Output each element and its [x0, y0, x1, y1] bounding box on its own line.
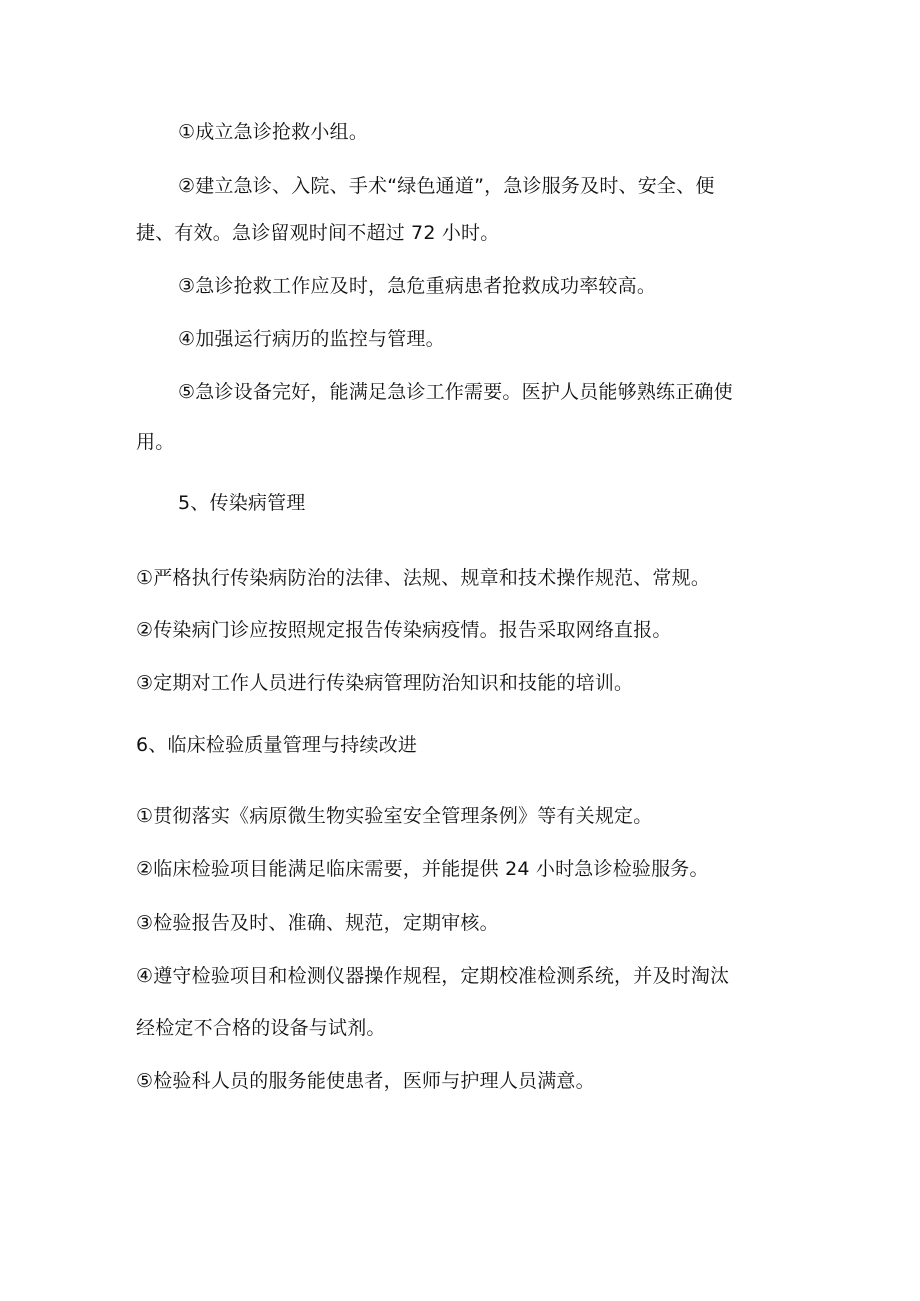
lab-item-1: ①贯彻落实《病原微生物实验室安全管理条例》等有关规定。: [136, 805, 653, 827]
emergency-item-5-line-1: ⑤急诊设备完好，能满足急诊工作需要。医护人员能够熟练正确使: [178, 381, 733, 403]
lab-item-4-line-2: 经检定不合格的设备与试剂。: [136, 1017, 386, 1039]
lab-item-3: ③检验报告及时、准确、规范，定期审核。: [136, 912, 499, 934]
lab-item-5: ⑤检验科人员的服务能使患者，医师与护理人员满意。: [136, 1070, 595, 1092]
emergency-item-2-line-1: ②建立急诊、入院、手术“绿色通道”，急诊服务及时、安全、便: [178, 175, 715, 197]
infectious-item-1: ①严格执行传染病防治的法律、法规、规章和技术操作规范、常规。: [136, 567, 711, 589]
infectious-item-3: ③定期对工作人员进行传染病管理防治知识和技能的培训。: [136, 672, 634, 694]
emergency-item-1: ①成立急诊抢救小组。: [178, 121, 369, 143]
emergency-item-2-line-2: 捷、有效。急诊留观时间不超过 72 小时。: [136, 222, 500, 244]
infectious-section-heading: 5、传染病管理: [178, 492, 306, 514]
lab-item-4-line-1: ④遵守检验项目和检测仪器操作规程，定期校准检测系统，并及时淘汰: [136, 965, 730, 987]
emergency-item-4: ④加强运行病历的监控与管理。: [178, 328, 445, 350]
lab-item-2: ②临床检验项目能满足临床需要，并能提供 24 小时急诊检验服务。: [136, 858, 709, 880]
emergency-item-3: ③急诊抢救工作应及时，急危重病患者抢救成功率较高。: [178, 275, 657, 297]
lab-section-heading: 6、临床检验质量管理与持续改进: [136, 734, 418, 756]
infectious-item-2: ②传染病门诊应按照规定报告传染病疫情。报告采取网络直报。: [136, 619, 672, 641]
emergency-item-5-line-2: 用。: [136, 431, 175, 453]
